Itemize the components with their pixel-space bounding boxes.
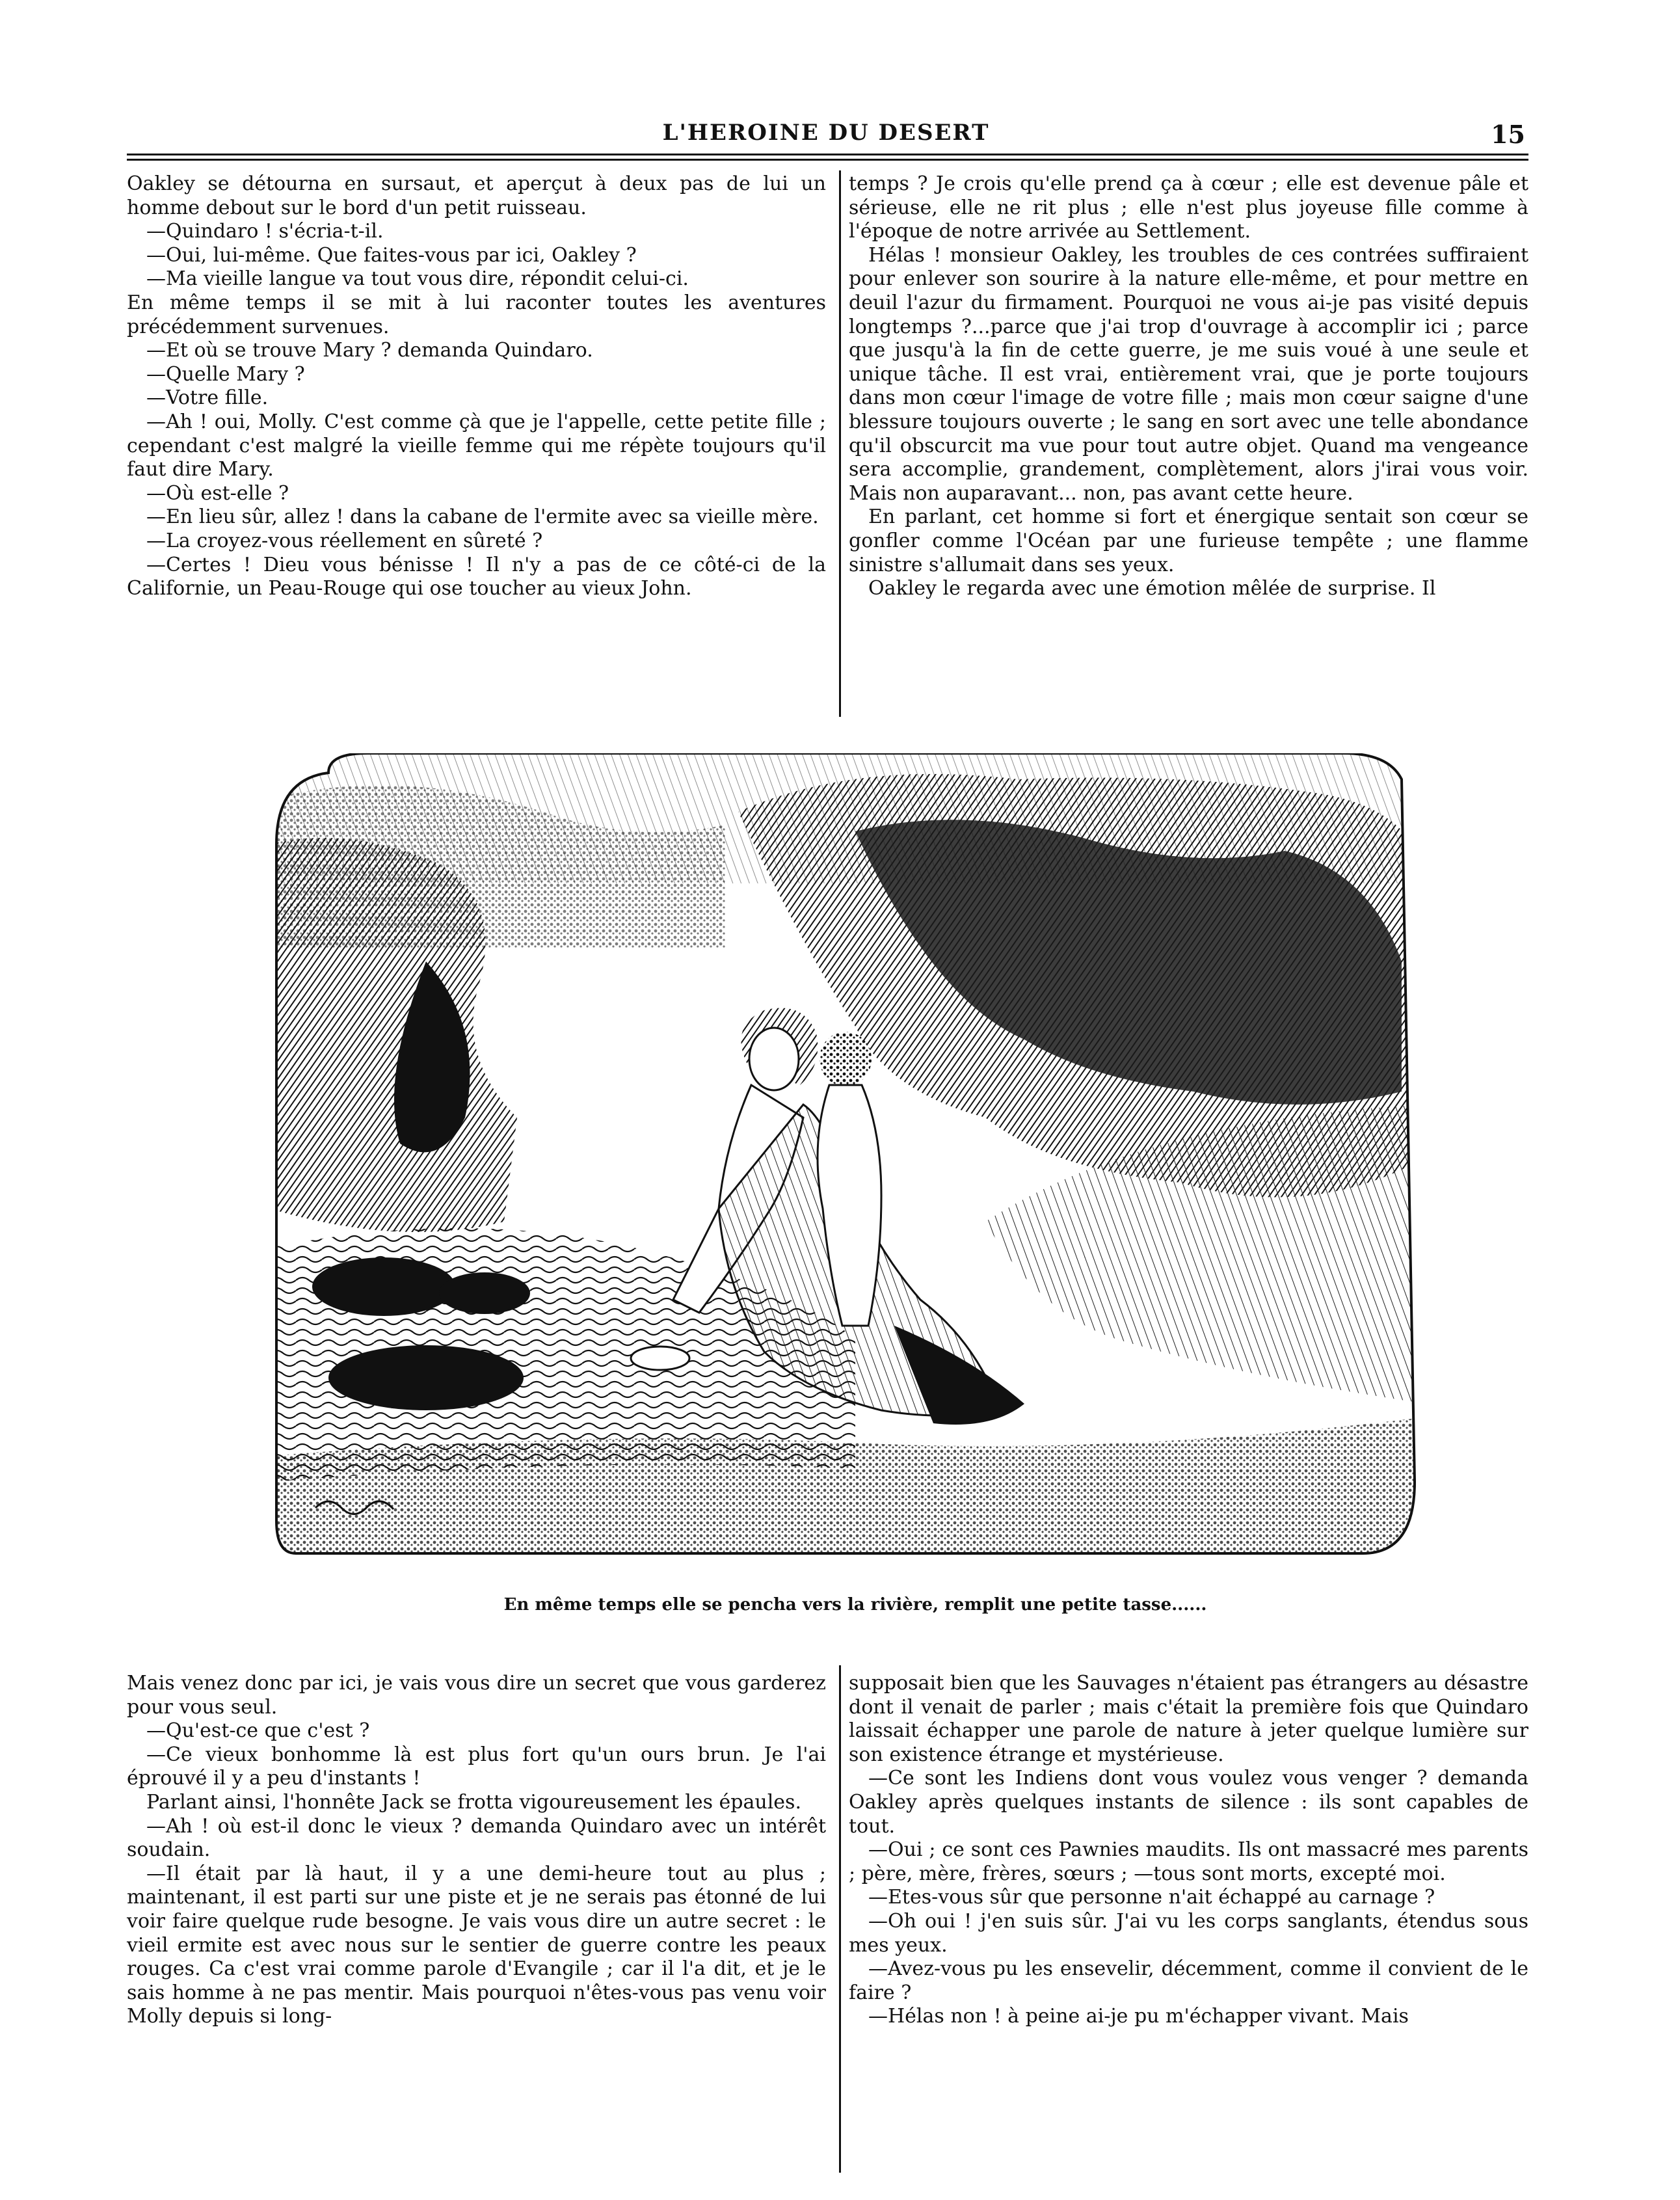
- paragraph: —Où est-elle ?: [146, 481, 289, 505]
- running-title: L'HEROINE DU DESERT: [662, 120, 990, 146]
- paragraph: —Ah ! oui, Molly. C'est comme çà que je l'appelle, cette petite fille ; cependant c'est malgré la vieille femme qui me répète toujours qu'il faut dire Mary.: [127, 410, 826, 481]
- paragraph: —Hélas non ! à peine ai-je pu m'échapper vivant. Mais: [868, 2005, 1409, 2028]
- bottom-left-column: [127, 1672, 826, 2029]
- paragraph: —Certes ! Dieu vous bénisse ! Il n'y a pas de ce côté-ci de la Californie, un Peau-Rouge qui ose toucher au vieux John.: [127, 553, 826, 600]
- paragraph: supposait bien que les Sauvages n'étaient pas étrangers au désastre dont il venait de parler ; mais c'était la première fois que Quindaro laissait échapper une parole de nature à jeter quelque lumière sur son existence étrange et mystérieuse.: [849, 1672, 1528, 1766]
- paragraph: —Avez-vous pu les ensevelir, décemment, comme il convient de le faire ?: [849, 1957, 1528, 2004]
- paragraph: temps ? Je crois qu'elle prend ça à cœur ; elle est devenue pâle et sérieuse, elle ne rit plus ; elle n'est plus joyeuse fille comme à l'époque de notre arrivée au Settlement.: [849, 172, 1528, 243]
- bottom-right-column: [849, 1672, 1528, 2029]
- paragraph: —Qu'est-ce que c'est ?: [146, 1719, 370, 1743]
- paragraph: Parlant ainsi, l'honnête Jack se frotta vigoureusement les épaules.: [146, 1790, 801, 1814]
- engraving-illustration: [270, 753, 1441, 1587]
- paragraph: —Il était par là haut, il y a une demi-heure tout au plus ; maintenant, il est parti sur une piste et je ne serais pas étonné de lui voir faire quelque rude besogne. Je vais vous dire un autre secret : le vieil ermite est avec nous sur le sentier de guerre contre les peaux rouges. Ca c'est vrai comme parole d'Evangile ; car il l'a dit, et je le sais homme à ne pas mentir. Mais pourquoi n'êtes-vous pas venu voir Molly depuis si long-: [127, 1862, 826, 2028]
- top-left-column: [127, 172, 826, 601]
- paragraph: —Oui ; ce sont ces Pawnies maudits. Ils ont massacré mes parents ; père, mère, frères, sœurs ; —tous sont morts, excepté moi.: [849, 1838, 1528, 1885]
- paragraph: —La croyez-vous réellement en sûreté ?: [146, 529, 543, 552]
- paragraph: —Ma vieille langue va tout vous dire, répondit celui-ci.: [146, 267, 689, 291]
- paragraph: —Et où se trouve Mary ? demanda Quindaro.: [146, 339, 593, 362]
- paragraph: Hélas ! monsieur Oakley, les troubles de ces contrées suffiraient pour enlever son sourire à la nature elle-même, et pour mettre en deuil l'azur du firmament. Pourquoi ne vous ai-je pas visité depuis longtemps ?...parce que j'ai trop d'ouvrage à accomplir ici ; parce que jusqu'à la fin de cette guerre, je me suis voué à une seule et unique tâche. Il est vrai, entièrement vrai, que je porte toujours dans mon cœur l'image de votre fille ; mais mon cœur saigne d'une blessure toujours ouverte ; le sang en sort avec une telle abondance qu'il obscurcit ma vue pour tout autre objet. Quand ma vengeance sera accomplie, grandement, complètement, alors j'irai vous voir. Mais non auparavant... non, pas avant cette heure.: [849, 243, 1528, 505]
- paragraph: —Etes-vous sûr que personne n'ait échappé au carnage ?: [868, 1886, 1435, 1909]
- paragraph: Oakley le regarda avec une émotion mêlée de surprise. Il: [868, 577, 1436, 600]
- paragraph: —Ce sont les Indiens dont vous voulez vous venger ? demanda Oakley après quelques instants de silence : ils sont capables de tout.: [849, 1767, 1528, 1838]
- running-header: [127, 118, 1525, 151]
- paragraph: —Quelle Mary ?: [146, 362, 305, 386]
- paragraph: —Ce vieux bonhomme là est plus fort qu'un ours brun. Je l'ai éprouvé il y a peu d'instants !: [127, 1743, 826, 1790]
- paragraph: —En lieu sûr, allez ! dans la cabane de l'ermite avec sa vieille mère.: [146, 505, 819, 529]
- figure-caption: En même temps elle se pencha vers la rivière, remplit une petite tasse......: [503, 1595, 1207, 1615]
- paragraph: —Oui, lui-même. Que faites-vous par ici, Oakley ?: [146, 243, 637, 267]
- paragraph: —Oh oui ! j'en suis sûr. J'ai vu les corps sanglants, étendus sous mes yeux.: [849, 1909, 1528, 1957]
- top-right-column: [849, 172, 1528, 601]
- paragraph: —Ah ! où est-il donc le vieux ? demanda Quindaro avec un intérêt soudain.: [127, 1814, 826, 1862]
- page-number: 15: [1491, 120, 1525, 149]
- paragraph: En même temps il se mit à lui raconter toutes les aventures précédemment survenues.: [127, 291, 826, 338]
- paragraph: Mais venez donc par ici, je vais vous dire un secret que vous garderez pour vous seul.: [127, 1672, 826, 1719]
- header-rule-top: [127, 154, 1528, 155]
- paragraph: En parlant, cet homme si fort et énergique sentait son cœur se gonfler comme l'Océan par une furieuse tempête ; une flamme sinistre s'allumait dans ses yeux.: [849, 505, 1528, 576]
- header-rule-bottom: [127, 159, 1528, 161]
- column-separator: [839, 170, 841, 717]
- paragraph: Oakley se détourna en sursaut, et aperçut à deux pas de lui un homme debout sur le bord d'un petit ruisseau.: [127, 172, 826, 219]
- paragraph: —Votre fille.: [146, 386, 269, 410]
- column-separator: [839, 1665, 841, 2173]
- paragraph: —Quindaro ! s'écria-t-il.: [146, 220, 384, 243]
